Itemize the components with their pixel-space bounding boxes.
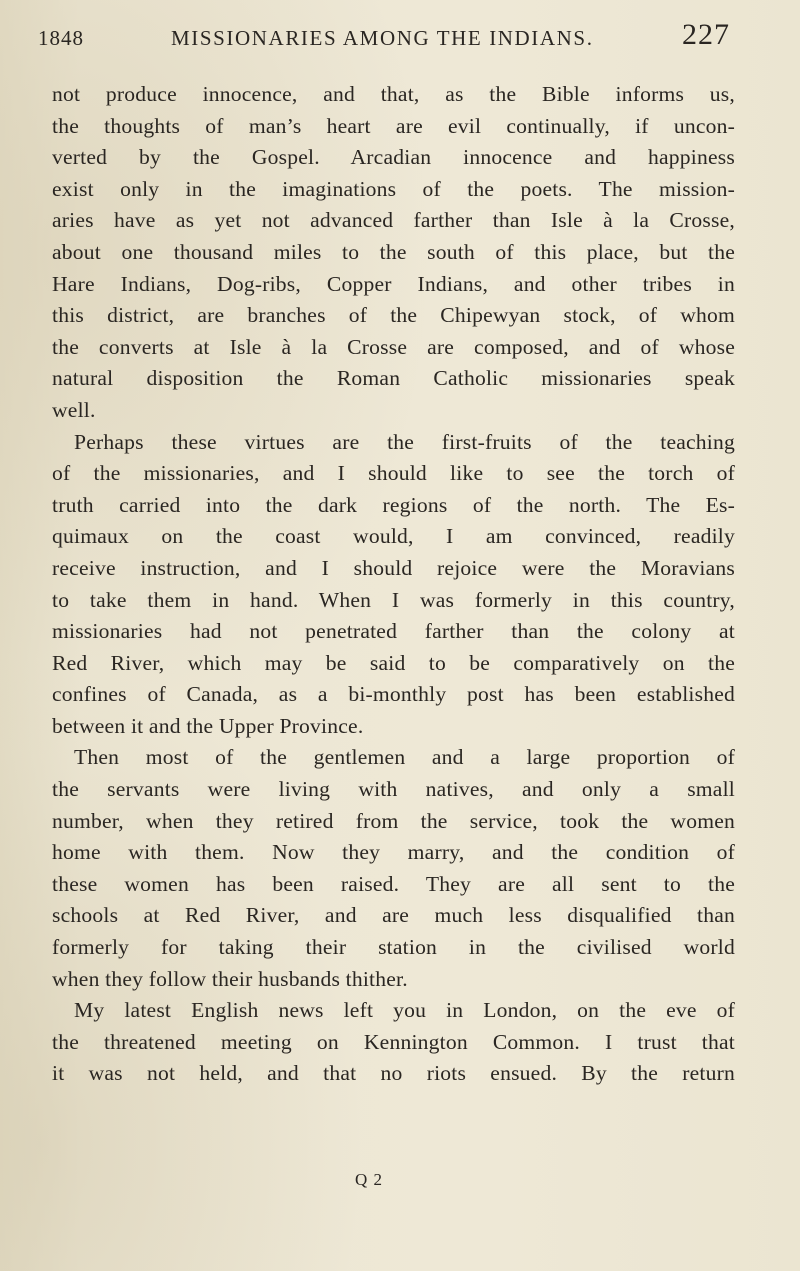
text-line: this district, are branches of the Chipewyan stock, of whom — [52, 303, 735, 328]
text-line: aries have as yet not advanced farther than Isle à la Crosse, — [52, 208, 735, 233]
text-line: about one thousand miles to the south of this place, but the — [52, 239, 735, 264]
text-line: exist only in the imaginations of the poets. The mission- — [52, 176, 735, 201]
text-line: the converts at Isle à la Crosse are composed, and of whose — [52, 334, 735, 359]
text-line: home with them. Now they marry, and the condition of — [52, 840, 735, 865]
text-line: the thoughts of man’s heart are evil continually, if uncon- — [52, 113, 735, 138]
paragraph-start-line: Perhaps these virtues are the first-fruits of the teaching — [74, 429, 735, 454]
running-head — [38, 18, 730, 62]
text-line: Hare Indians, Dog-ribs, Copper Indians, and other tribes in — [52, 271, 735, 296]
text-line: the servants were living with natives, and only a small — [52, 777, 735, 802]
header-year: 1848 — [38, 26, 84, 50]
text-line: it was not held, and that no riots ensued. By the return — [52, 1061, 735, 1086]
text-line: these women has been raised. They are all sent to the — [52, 871, 735, 896]
body-text — [52, 79, 735, 1090]
signature-mark: Q 2 — [355, 1170, 384, 1189]
text-line: quimaux on the coast would, I am convinced, readily — [52, 524, 735, 549]
text-line: the threatened meeting on Kennington Common. I trust that — [52, 1029, 735, 1054]
paragraph-end-line: between it and the Upper Province. — [52, 713, 364, 738]
text-line: receive instruction, and I should rejoice were the Moravians — [52, 555, 735, 580]
paragraph-start-line: Then most of the gentlemen and a large proportion of — [74, 745, 735, 770]
text-line: missionaries had not penetrated farther than the colony at — [52, 619, 735, 644]
page-number: 227 — [682, 18, 730, 51]
text-line: not produce innocence, and that, as the Bible informs us, — [52, 82, 735, 106]
text-line: to take them in hand. When I was formerly in this country, — [52, 587, 735, 612]
text-line: natural disposition the Roman Catholic missionaries speak — [52, 366, 735, 391]
text-line: formerly for taking their station in the civilised world — [52, 935, 735, 960]
text-line: verted by the Gospel. Arcadian innocence and happiness — [52, 145, 735, 170]
header-title: MISSIONARIES AMONG THE INDIANS. — [171, 26, 594, 50]
text-line: Red River, which may be said to be comparatively on the — [52, 650, 735, 675]
text-line: of the missionaries, and I should like to see the torch of — [52, 461, 735, 486]
text-line: schools at Red River, and are much less disqualified than — [52, 903, 735, 928]
paragraph-start-line: My latest English news left you in London, on the eve of — [74, 998, 735, 1023]
text-line: confines of Canada, as a bi-monthly post has been established — [52, 682, 735, 707]
paragraph-end-line: when they follow their husbands thither. — [52, 966, 408, 991]
text-line: number, when they retired from the service, took the women — [52, 808, 735, 833]
text-line: truth carried into the dark regions of the north. The Es- — [52, 492, 735, 517]
paragraph-end-line: well. — [52, 397, 96, 422]
